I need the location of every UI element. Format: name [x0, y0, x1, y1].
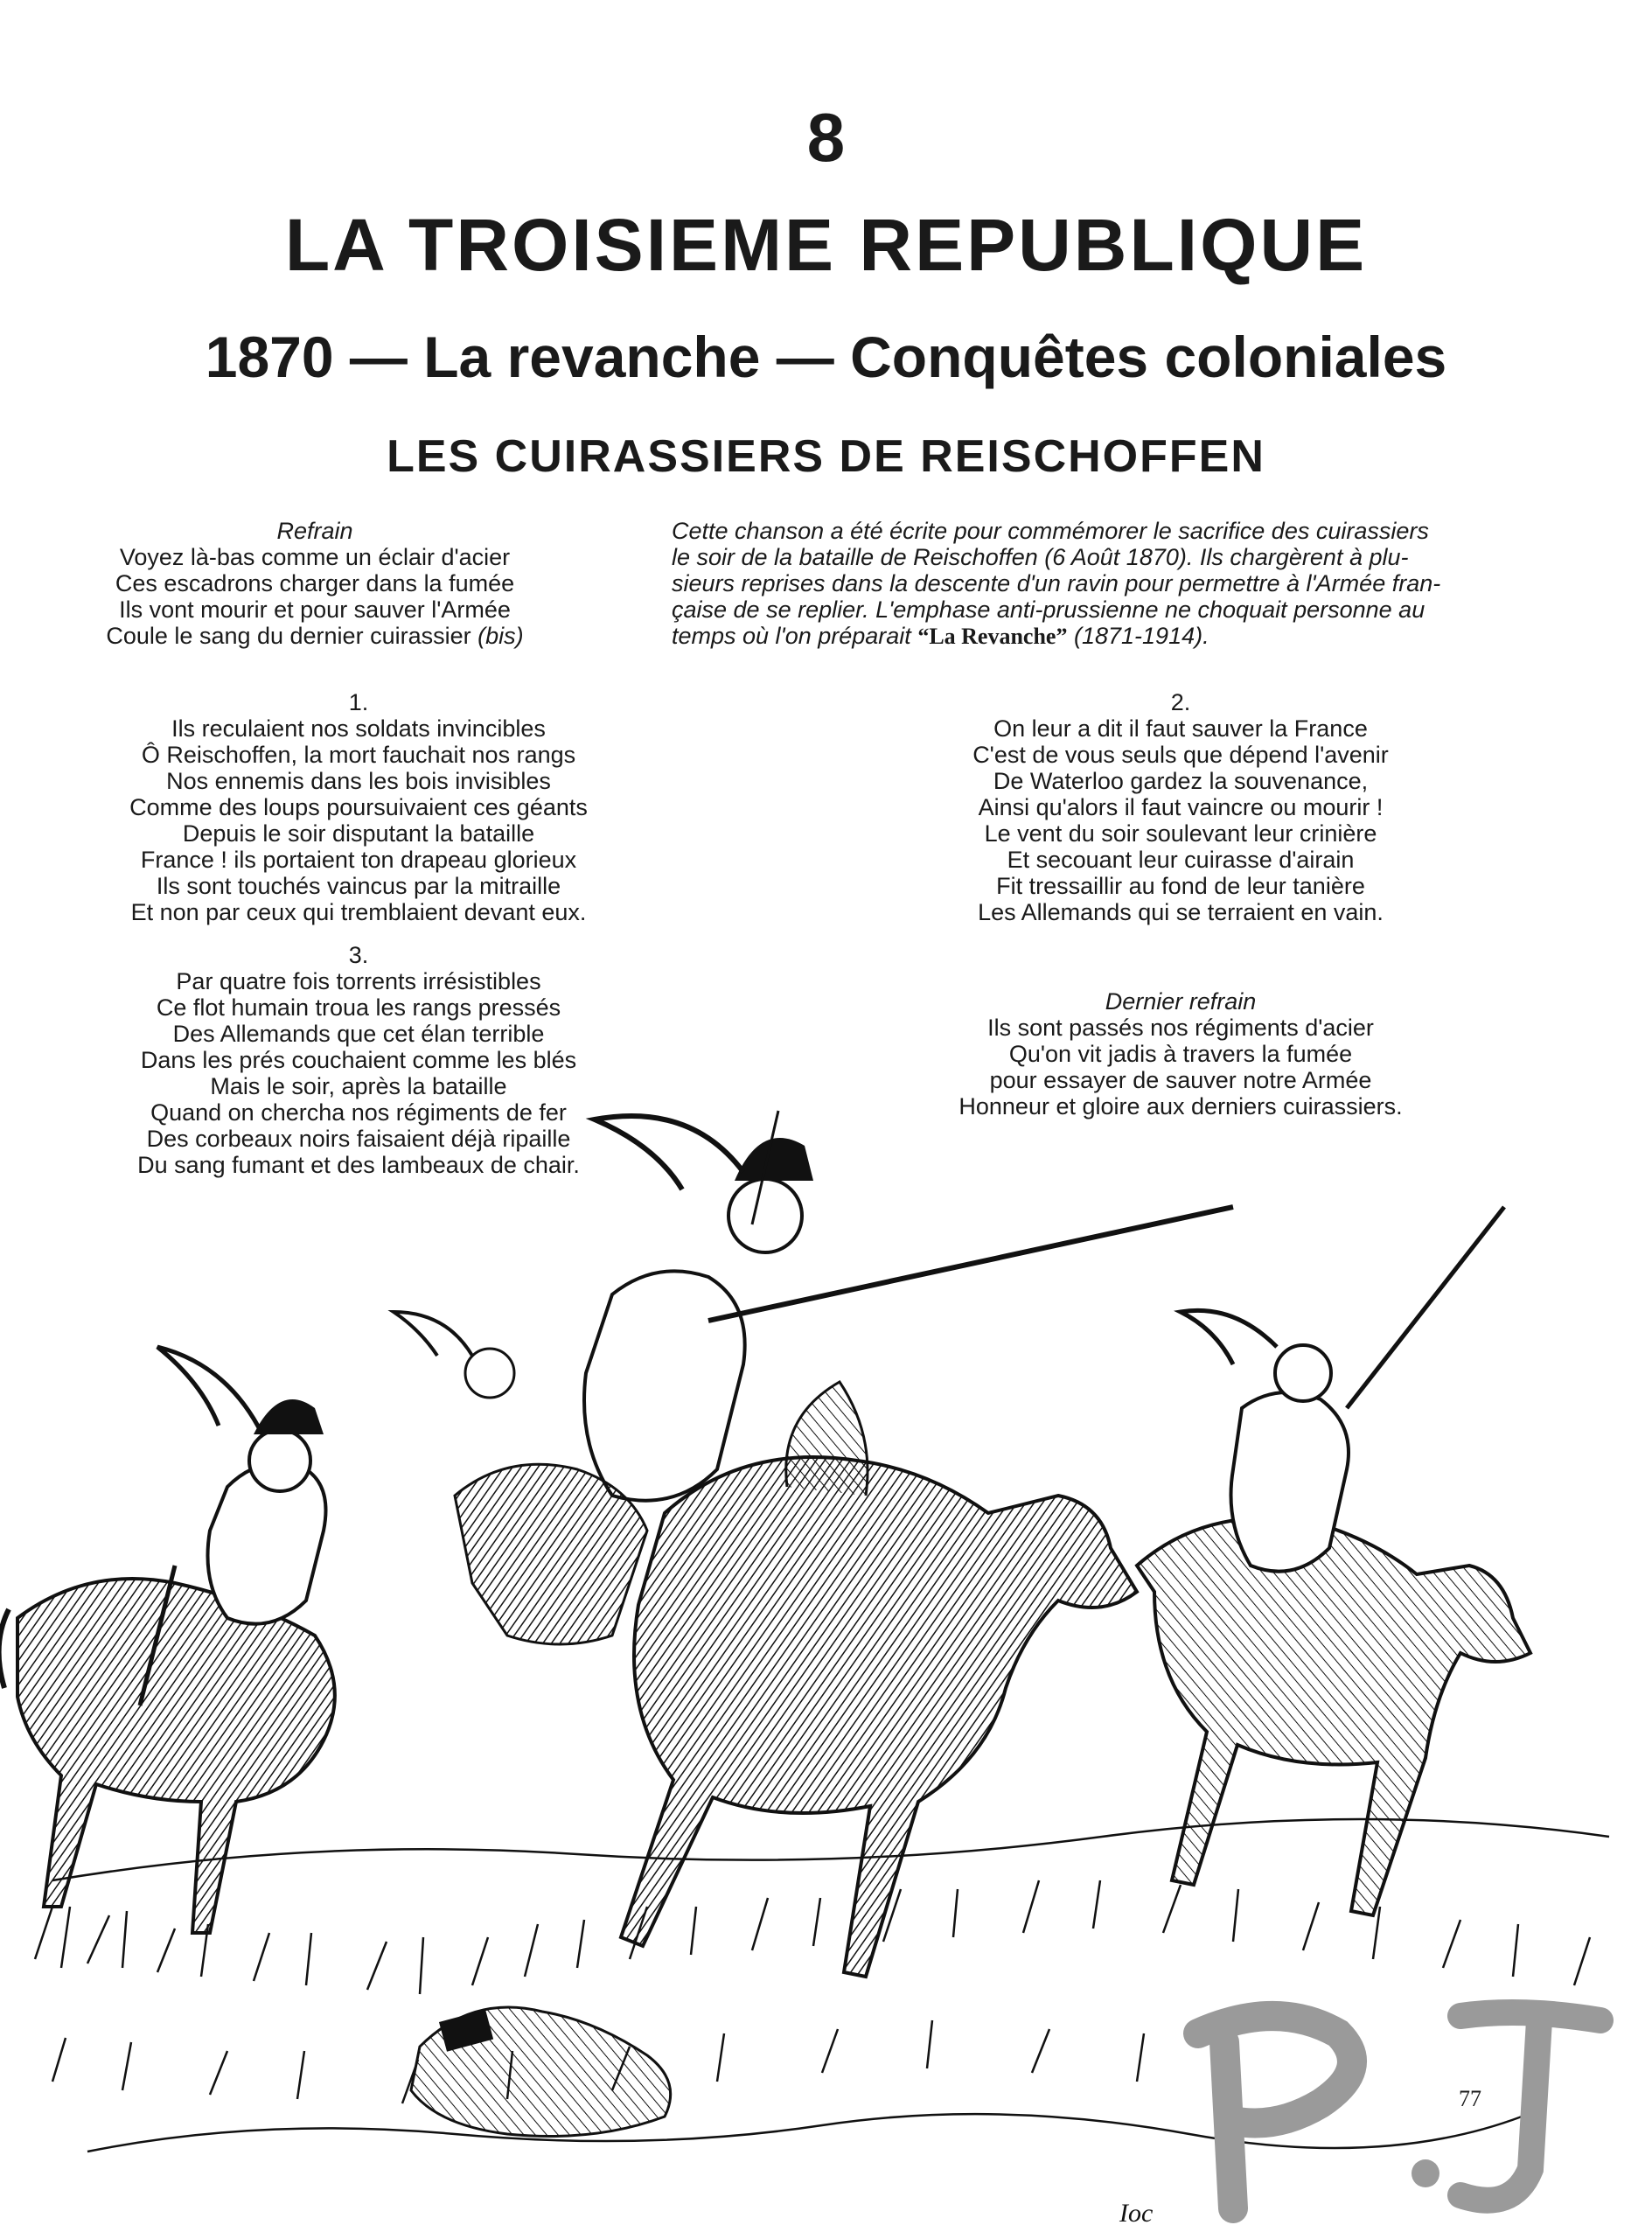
- chapter-number: 8: [806, 99, 846, 176]
- verse-line: C'est de vous seuls que dépend l'avenir: [972, 742, 1389, 768]
- verse-line: Dans les prés couchaient comme les blés: [140, 1047, 577, 1073]
- page-number: 77: [1459, 2086, 1481, 2111]
- verse-line: Ils reculaient nos soldats invincibles: [171, 715, 546, 742]
- verse-line: Du sang fumant et des lambeaux de chair.: [137, 1152, 580, 1178]
- fallen-soldier: [411, 2007, 671, 2137]
- verse-line: Ce flot humain troua les rangs pressés: [156, 994, 561, 1021]
- refrain-line: Voyez là-bas comme un éclair d'acier: [119, 544, 511, 570]
- verse-line: pour essayer de sauver notre Armée: [989, 1067, 1372, 1093]
- verse-2: [901, 689, 1460, 925]
- verse-line: Ils sont passés nos régiments d'acier: [987, 1015, 1374, 1041]
- note-line: le soir de la bataille de Reischoffen (6 Août 1870). Ils chargèrent à plu-: [672, 544, 1409, 570]
- verse-line: Fit tressaillir au fond de leur tanière: [996, 873, 1365, 899]
- verse-line: Mais le soir, après la bataille: [210, 1073, 507, 1099]
- song-title: LES CUIRASSIERS DE REISCHOFFEN: [387, 431, 1265, 482]
- verse-number: 2.: [1170, 689, 1191, 715]
- verse-line: Nos ennemis dans les bois invisibles: [166, 768, 551, 794]
- verse-line: Ainsi qu'alors il faut vaincre ou mourir !: [978, 794, 1384, 820]
- illustration-signature: Ioc: [1119, 2199, 1154, 2228]
- watermark-logo: [1172, 1981, 1627, 2226]
- refrain-last-line: Coule le sang du dernier cuirassier: [106, 623, 471, 649]
- verse-line: Qu'on vit jadis à travers la fumée: [1008, 1041, 1353, 1067]
- verse-line: Honneur et gloire aux derniers cuirassiers.: [958, 1093, 1403, 1120]
- rider-right: [1181, 1207, 1504, 1572]
- note-line: [672, 623, 1494, 650]
- note-last-prefix: temps où l'on préparait: [672, 623, 918, 649]
- verse-line: On leur a dit il faut sauver la France: [993, 715, 1368, 742]
- verse-line: Et non par ceux qui tremblaient devant eux.: [130, 899, 587, 925]
- verse-line: Ils sont touchés vaincus par la mitraille: [156, 873, 561, 899]
- verse-line: De Waterloo gardez la souvenance,: [993, 768, 1369, 794]
- verse-line: Les Allemands qui se terraient en vain.: [978, 899, 1384, 925]
- verse-line: Depuis le soir disputant la bataille: [182, 820, 535, 847]
- verse-line: Quand on chercha nos régiments de fer: [150, 1099, 567, 1126]
- verse-number: 1.: [348, 689, 369, 715]
- note-line: Cette chanson a été écrite pour commémorer le sacrifice des cuirassiers: [672, 518, 1429, 544]
- page-title: LA TROISIEME REPUBLIQUE: [284, 204, 1368, 286]
- verse-number: 3.: [348, 942, 369, 968]
- refrain-line: Ces escadrons charger dans la fumée: [115, 570, 515, 596]
- verse-line: France ! ils portaient ton drapeau glorieux: [140, 847, 577, 873]
- refrain-block: [35, 518, 595, 649]
- rider-center: [584, 1111, 1233, 1501]
- refrain-line: [35, 623, 595, 649]
- note-line: çaise de se replier. L'emphase anti-prussienne ne choquait personne au: [672, 596, 1425, 623]
- page-subtitle: 1870 — La revanche — Conquêtes coloniales: [205, 324, 1447, 389]
- verse-line: Des Allemands que cet élan terrible: [172, 1021, 545, 1047]
- final-refrain-label: Dernier refrain: [1105, 988, 1257, 1015]
- verse-line: Comme des loups poursuivaient ces géants: [129, 794, 588, 820]
- verse-line: Ô Reischoffen, la mort fauchait nos rangs: [141, 742, 576, 768]
- horse-left: [0, 1579, 335, 1933]
- note-last-suffix: (1871-1914).: [1067, 623, 1209, 649]
- verse-1: [79, 689, 638, 925]
- history-note: [672, 518, 1494, 650]
- verse-line: Des corbeaux noirs faisaient déjà ripaille: [146, 1126, 571, 1152]
- note-line: sieurs reprises dans la descente d'un ravin pour permettre à l'Armée fran-: [672, 570, 1441, 596]
- verse-line: Et secouant leur cuirasse d'airain: [1007, 847, 1355, 873]
- refrain-line: Ils vont mourir et pour sauver l'Armée: [119, 596, 511, 623]
- verse-line: Le vent du soir soulevant leur crinière: [984, 820, 1377, 847]
- horse-right: [1137, 1518, 1530, 1915]
- verse-line: Par quatre fois torrents irrésistibles: [176, 968, 541, 994]
- note-highlight: “La Revanche”: [917, 624, 1068, 649]
- refrain-label: Refrain: [276, 518, 353, 544]
- refrain-bis: (bis): [477, 623, 524, 649]
